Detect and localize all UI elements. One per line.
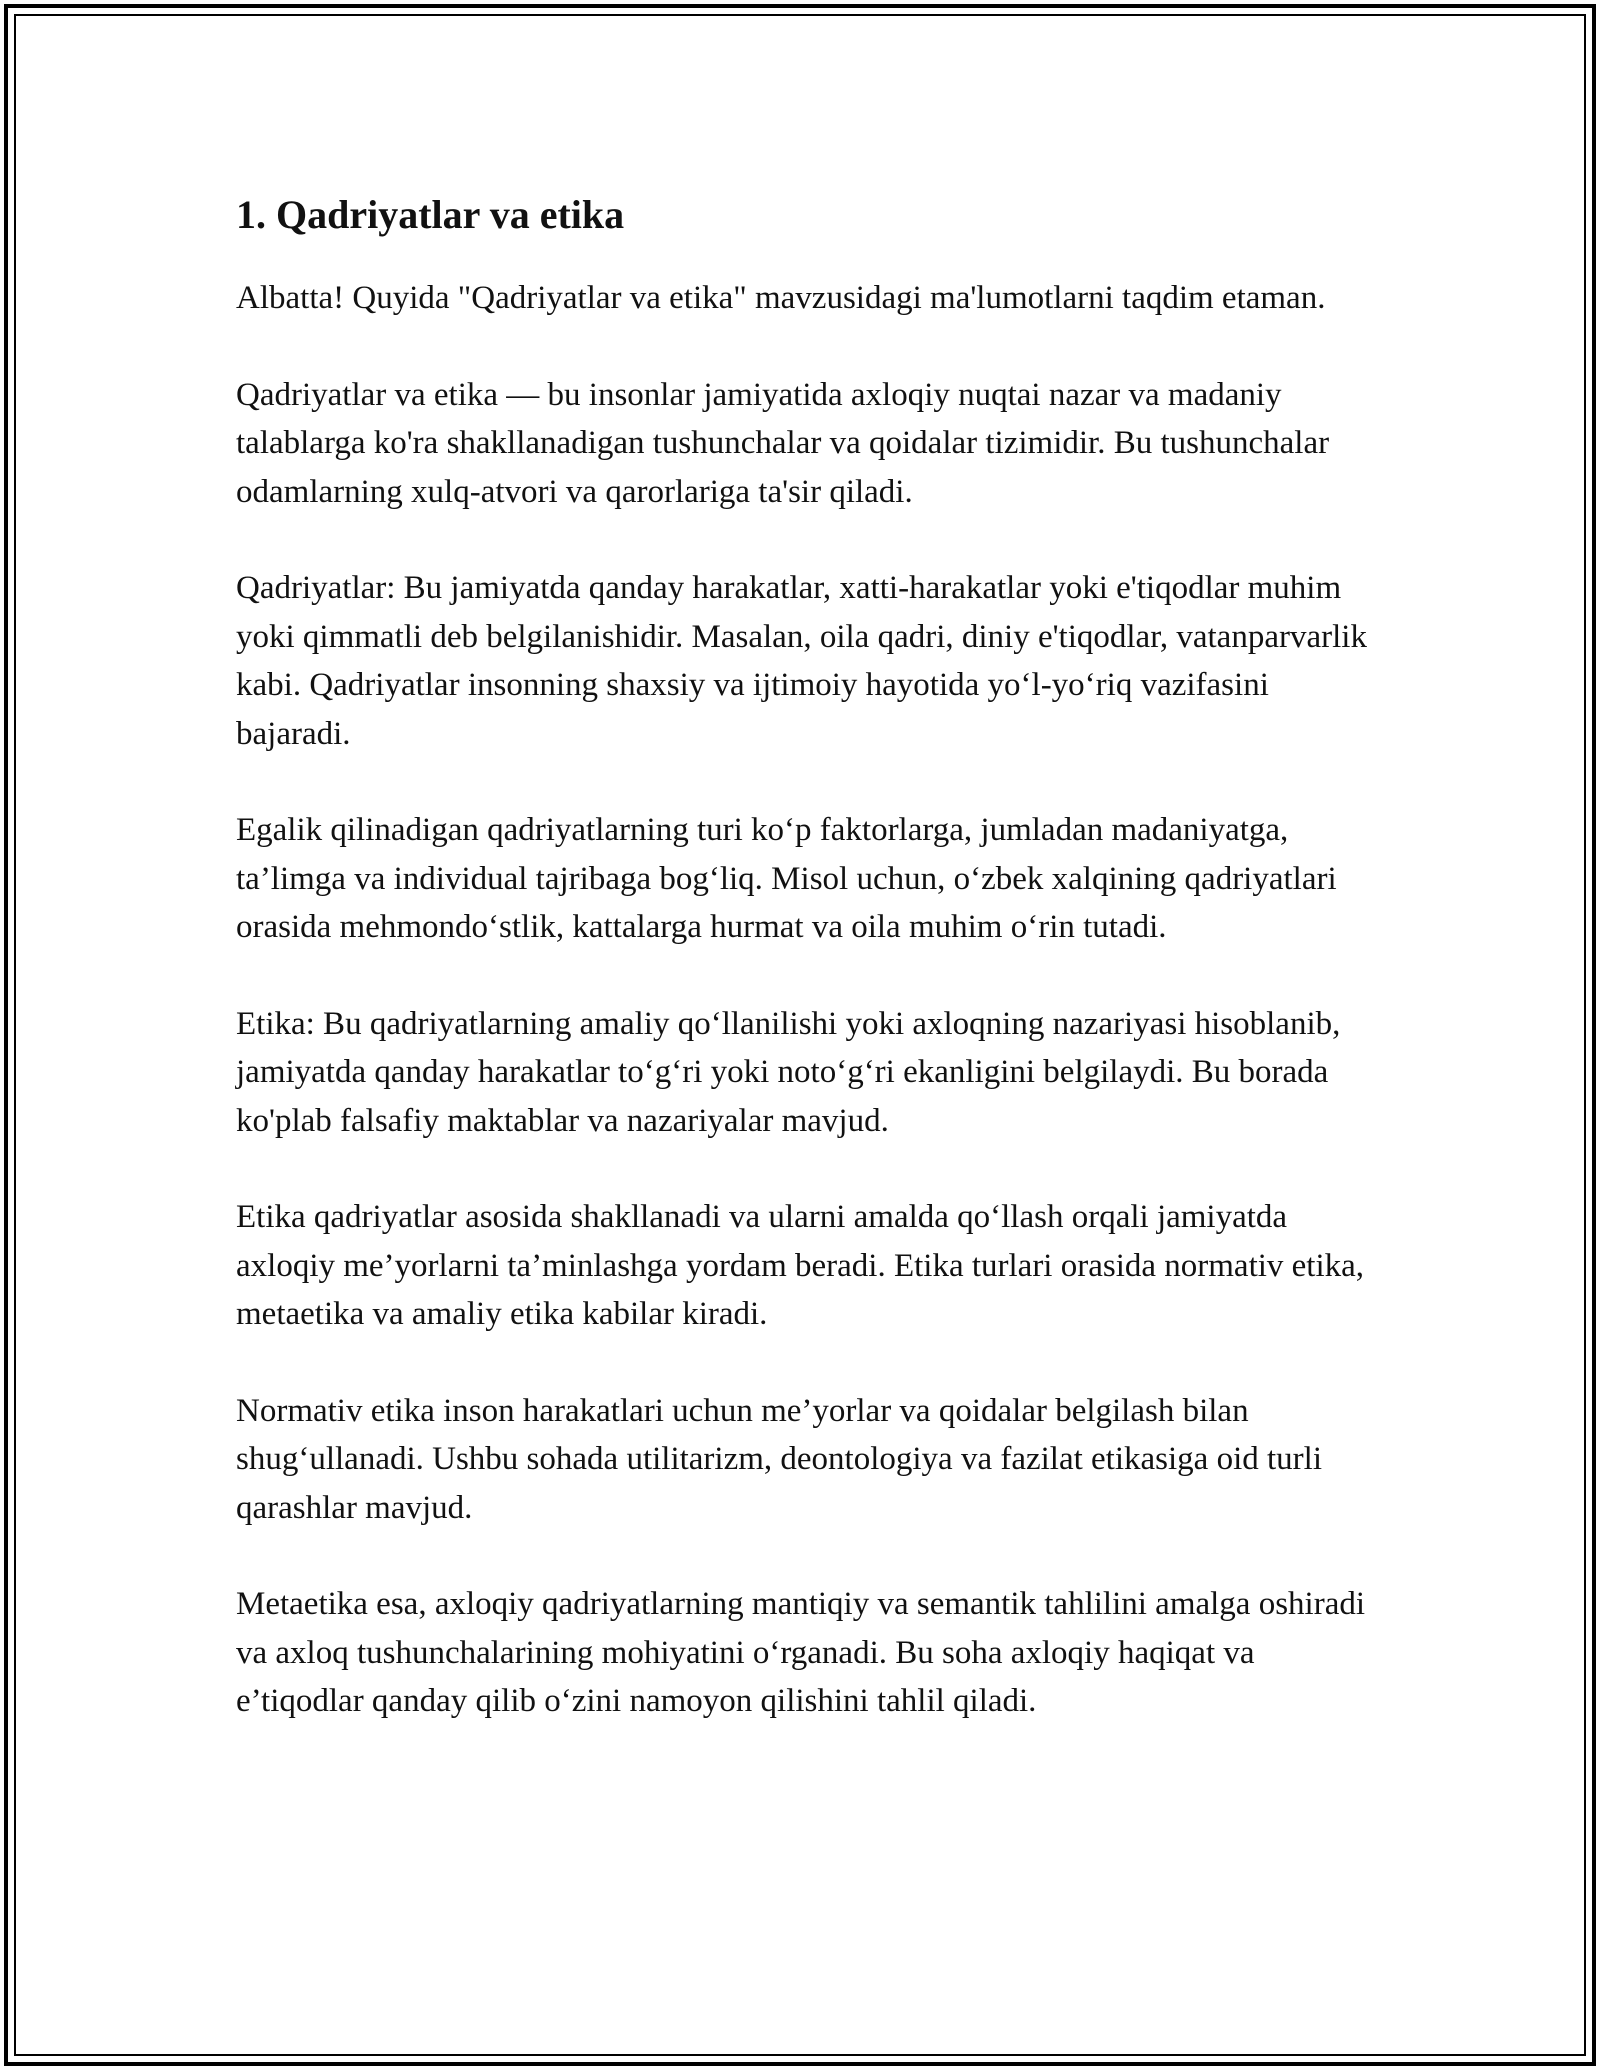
document-body (236, 186, 1376, 1774)
paragraph-ethics: Etika: Bu qadriyatlarning amaliy qo‘llanilishi yoki axloqning nazariyasi hisoblanib, jamiyatda qanday harakatlar to‘g‘ri yoki noto‘g‘ri ekanligini belgilaydi. Bu borada ko'plab falsafiy maktablar va nazariyalar mavjud. (236, 1005, 1341, 1139)
paragraph-ethics-types: Etika qadriyatlar asosida shakllanadi va ularni amalda qo‘llash orqali jamiyatda axloqiy me’yorlarni ta’minlashga yordam beradi. Etika turlari orasida normativ etika, metaetika va amaliy etika kabilar kiradi. (236, 1199, 1365, 1332)
paragraph-normative-ethics: Normativ etika inson harakatlari uchun me’yorlar va qoidalar belgilash bilan shug‘ullanadi. Ushbu sohada utilitarizm, deontologiya va fazilat etikasiga oid turli qarashlar mavjud. (236, 1392, 1322, 1526)
paragraph-metaethics: Metaetika esa, axloqiy qadriyatlarning mantiqiy va semantik tahlilini amalga oshiradi va axloq tushunchalarining mohiyatini o‘rganadi. Bu soha axloqiy haqiqat va e’tiqodlar qanday qilib o‘zini namoyon qilishini tahlil qiladi. (236, 1586, 1366, 1719)
paragraph-values: Qadriyatlar: Bu jamiyatda qanday harakatlar, xatti-harakatlar yoki e'tiqodlar muhim yoki qimmatli deb belgilanishidir. Masalan, oila qadri, diniy e'tiqodlar, vatanparvarlik kabi. Qadriyatlar insonning shaxsiy va ijtimoiy hayotida yo‘l-yo‘riq vazifasini bajaradi. (236, 570, 1367, 752)
paragraph-intro: Albatta! Quyida "Qadriyatlar va etika" mavzusidagi ma'lumotlarni taqdim etaman. (236, 280, 1326, 316)
page-title: 1. Qadriyatlar va etika (236, 192, 625, 237)
paragraph-value-types: Egalik qilinadigan qadriyatlarning turi ko‘p faktorlarga, jumladan madaniyatga, ta’limga va individual tajribaga bog‘liq. Misol uchun, o‘zbek xalqining qadriyatlari orasida mehmondo‘stlik, kattalarga hurmat va oila muhim o‘rin tutadi. (236, 812, 1337, 945)
paragraph-definition: Qadriyatlar va etika — bu insonlar jamiyatida axloqiy nuqtai nazar va madaniy talablarga ko'ra shakllanadigan tushunchalar va qoidalar tizimidir. Bu tushunchalar odamlarning xulq-atvori va qarorlariga ta'sir qiladi. (236, 376, 1330, 510)
